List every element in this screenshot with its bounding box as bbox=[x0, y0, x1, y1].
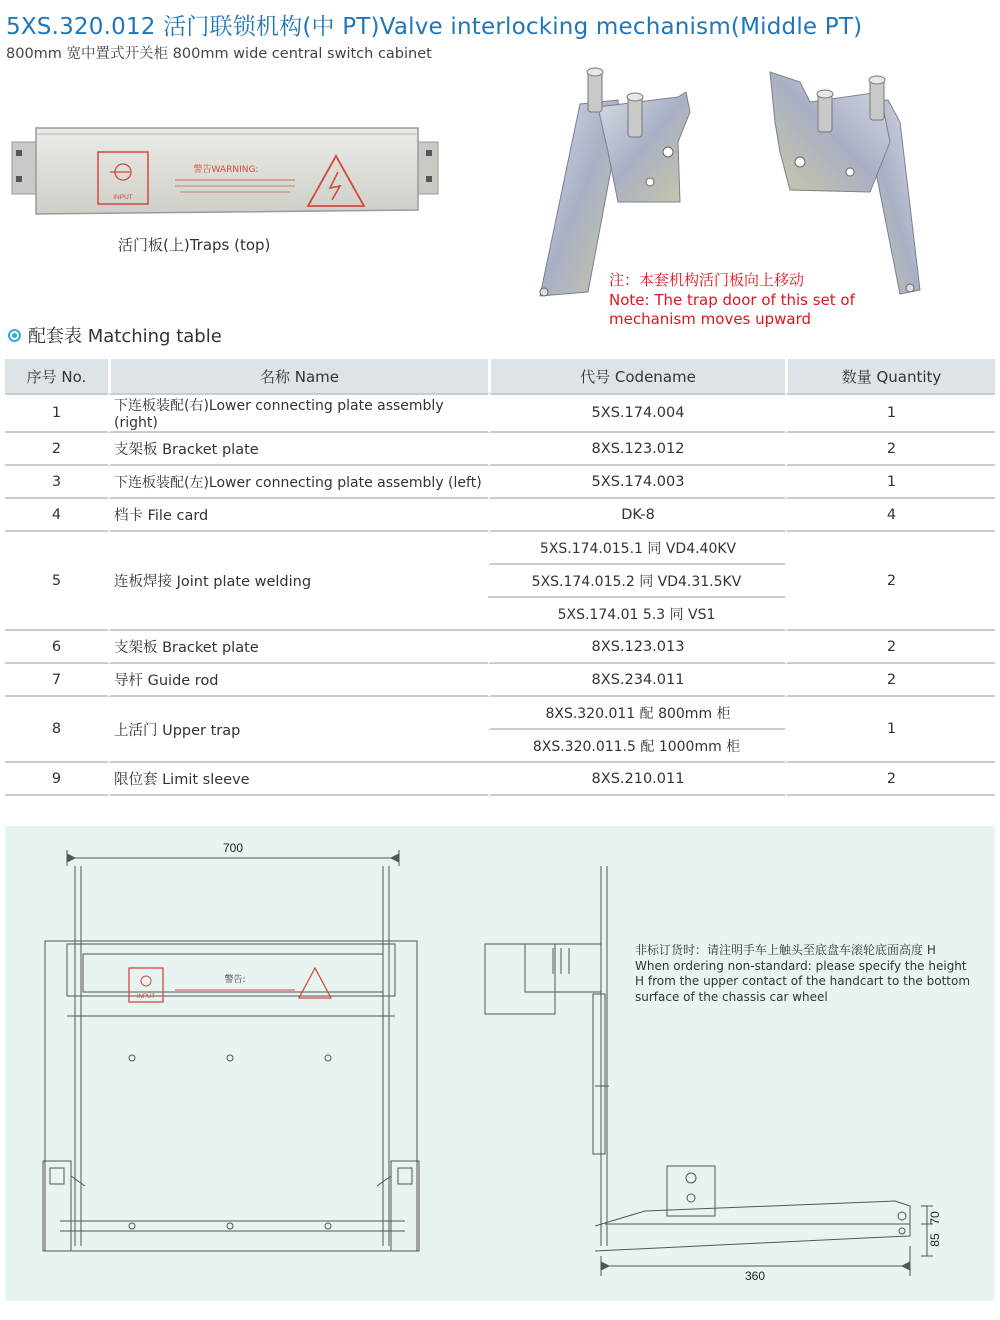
table-row bbox=[5, 763, 995, 796]
cell-quantity: 2 bbox=[785, 532, 995, 631]
cell-codename: 8XS.210.011 bbox=[488, 763, 785, 796]
cell-no: 1 bbox=[5, 393, 108, 433]
cell-name: 上活门 Upper trap bbox=[108, 697, 488, 763]
cell-codename: 8XS.123.012 bbox=[488, 433, 785, 466]
mechanism-photo-right bbox=[760, 62, 930, 302]
cell-name: 支架板 Bracket plate bbox=[108, 433, 488, 466]
drawing-note-line: When ordering non-standard: please specify the height bbox=[635, 958, 967, 973]
table-row bbox=[5, 664, 995, 697]
trap-panel-photo bbox=[10, 120, 440, 225]
cell-codename: 5XS.174.003 bbox=[488, 466, 785, 499]
dim-depth-360: 360 bbox=[744, 1269, 766, 1283]
table-header-row bbox=[5, 359, 995, 393]
table-row bbox=[5, 433, 995, 466]
dim-85: 85 bbox=[928, 1233, 942, 1247]
technical-drawing bbox=[5, 826, 995, 1301]
cell-quantity: 1 bbox=[785, 697, 995, 763]
circle-bullet-icon bbox=[8, 329, 21, 342]
table-row bbox=[5, 466, 995, 499]
cell-codename: 5XS.174.01 5.3 同 VS1 bbox=[488, 598, 785, 631]
dim-70: 70 bbox=[928, 1211, 942, 1225]
drawing-svg bbox=[5, 826, 995, 1301]
col-header-name: 名称 Name bbox=[108, 359, 488, 393]
cell-name: 档卡 File card bbox=[108, 499, 488, 532]
cell-codename: DK-8 bbox=[488, 499, 785, 532]
cell-name: 下连板装配(左)Lower connecting plate assembly (left) bbox=[108, 466, 488, 499]
cell-no: 8 bbox=[5, 697, 108, 763]
panel-warning-label: 警告WARNING: bbox=[193, 165, 259, 175]
table-row bbox=[5, 532, 995, 565]
table-row bbox=[5, 631, 995, 664]
cell-name: 下连板装配(右)Lower connecting plate assembly (right) bbox=[108, 393, 488, 433]
cell-codename: 8XS.234.011 bbox=[488, 664, 785, 697]
cell-no: 5 bbox=[5, 532, 108, 631]
cell-no: 9 bbox=[5, 763, 108, 796]
cell-quantity: 2 bbox=[785, 433, 995, 466]
page-subtitle: 800mm 宽中置式开关柜 800mm wide central switch cabinet bbox=[6, 46, 432, 62]
cell-name: 限位套 Limit sleeve bbox=[108, 763, 488, 796]
page-title: 5XS.320.012 活门联锁机构(中 PT)Valve interlocking mechanism(Middle PT) bbox=[6, 14, 863, 40]
drawing-warning-label: 警告: bbox=[224, 975, 246, 985]
matching-table-heading bbox=[8, 322, 222, 348]
drawing-input-label: INPUT bbox=[137, 994, 155, 1000]
dim-width-700: 700 bbox=[222, 841, 244, 855]
table-row bbox=[5, 697, 995, 730]
matching-table bbox=[5, 359, 995, 796]
traps-caption: 活门板(上)Traps (top) bbox=[118, 236, 271, 254]
cell-codename: 8XS.320.011 配 800mm 柜 bbox=[488, 697, 785, 730]
matching-table-heading-text: 配套表 Matching table bbox=[28, 326, 222, 347]
cell-name: 导杆 Guide rod bbox=[108, 664, 488, 697]
cell-no: 7 bbox=[5, 664, 108, 697]
cell-codename: 8XS.123.013 bbox=[488, 631, 785, 664]
cell-quantity: 2 bbox=[785, 631, 995, 664]
cell-quantity: 2 bbox=[785, 664, 995, 697]
mechanism-photo-left bbox=[528, 52, 718, 302]
drawing-note-line: 非标订货时：请注明手车上触头至底盘车滚轮底面高度 H bbox=[635, 943, 936, 957]
red-note bbox=[609, 271, 855, 330]
cell-no: 6 bbox=[5, 631, 108, 664]
cell-quantity: 2 bbox=[785, 763, 995, 796]
cell-no: 3 bbox=[5, 466, 108, 499]
drawing-note-line: H from the upper contact of the handcart to the bottom bbox=[635, 974, 971, 988]
note-line: Note: The trap door of this set of bbox=[609, 290, 855, 309]
cell-no: 4 bbox=[5, 499, 108, 532]
col-header-quantity: 数量 Quantity bbox=[785, 359, 995, 393]
table-row bbox=[5, 393, 995, 433]
cell-no: 2 bbox=[5, 433, 108, 466]
note-line: 注：本套机构活门板向上移动 bbox=[609, 271, 805, 289]
drawing-note-line: surface of the chassis car wheel bbox=[635, 989, 828, 1004]
cell-name: 连板焊接 Joint plate welding bbox=[108, 532, 488, 631]
cell-codename: 8XS.320.011.5 配 1000mm 柜 bbox=[488, 730, 785, 763]
drawing-note bbox=[635, 943, 970, 1005]
cell-quantity: 4 bbox=[785, 499, 995, 532]
note-line: mechanism moves upward bbox=[609, 310, 812, 328]
col-header-no: 序号 No. bbox=[5, 359, 108, 393]
cell-quantity: 1 bbox=[785, 466, 995, 499]
table-row bbox=[5, 499, 995, 532]
cell-name: 支架板 Bracket plate bbox=[108, 631, 488, 664]
col-header-codename: 代号 Codename bbox=[488, 359, 785, 393]
cell-codename: 5XS.174.004 bbox=[488, 393, 785, 433]
panel-input-label: INPUT bbox=[113, 194, 133, 201]
cell-quantity: 1 bbox=[785, 393, 995, 433]
cell-codename: 5XS.174.015.2 同 VD4.31.5KV bbox=[488, 565, 785, 598]
cell-codename: 5XS.174.015.1 同 VD4.40KV bbox=[488, 532, 785, 565]
